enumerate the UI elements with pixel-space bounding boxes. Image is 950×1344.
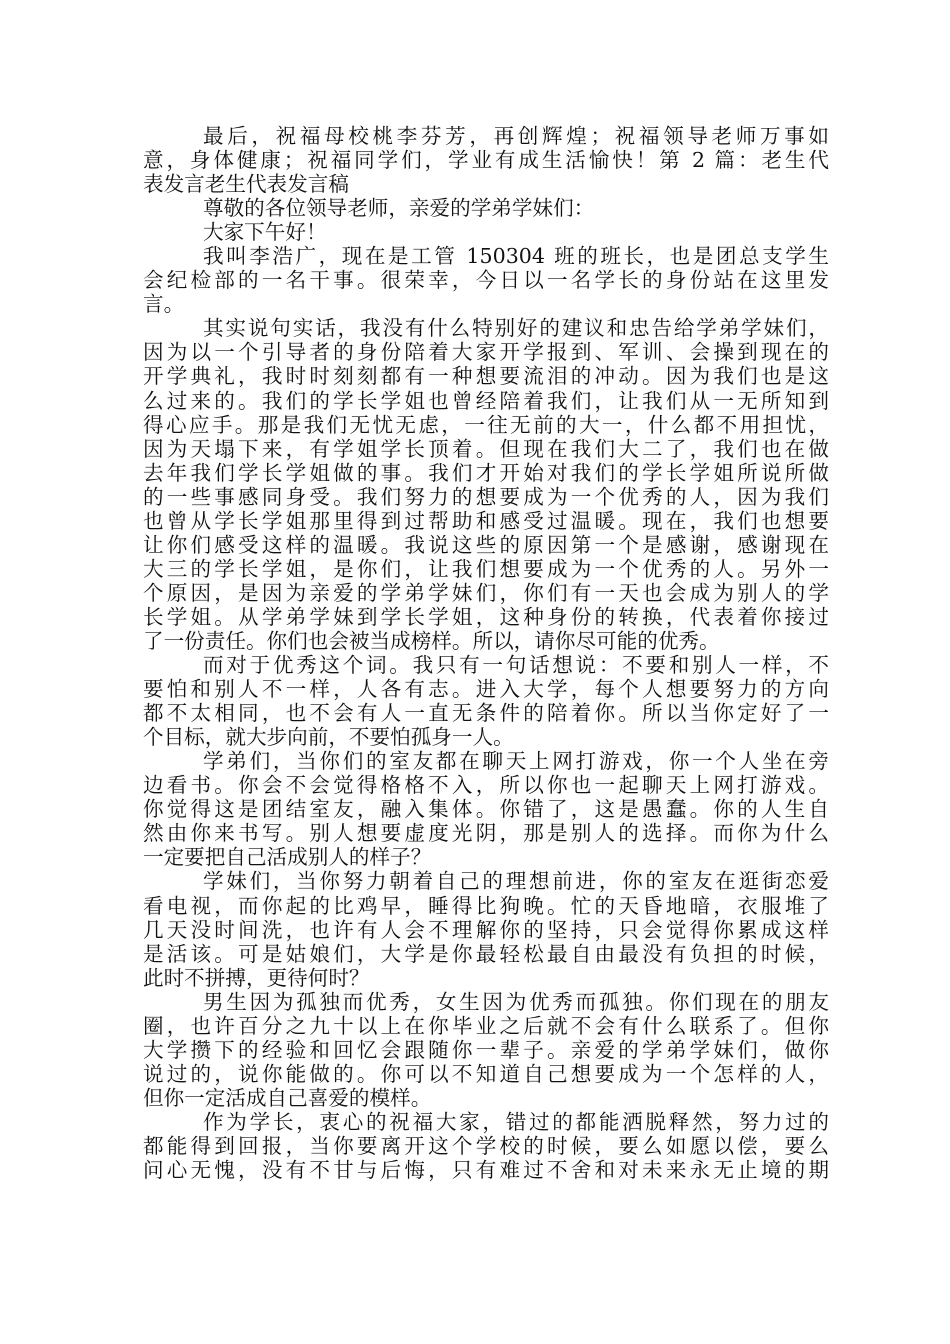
text-line: 会纪检部的一名干事。很荣幸，今日以一名学长的身份站在这里发 (143, 268, 829, 293)
text-line: 学妹们，当你努力朝着自己的理想前进，你的室友在逛街恋爱 (203, 869, 829, 894)
text-line: 看电视，而你起的比鸡早，睡得比狗晚。忙的天昏地暗，衣服堆了 (143, 893, 829, 918)
text-line: 但你一定活成自己喜爱的模样。 (143, 1085, 432, 1110)
text-line: 要怕和别人不一样，人各有志。进入大学，每个人想要努力的方向 (143, 677, 829, 702)
text-line: 然由你来书写。别人想要虚度光阴，那是别人的选择。而你为什么 (143, 821, 829, 846)
text-line: 说过的，说你能做的。你可以不知道自己想要成为一个怎样的人， (143, 1061, 829, 1086)
text-line: 言。 (143, 292, 185, 317)
text-line: 我叫李浩广，现在是工管 150304 班的班长，也是团总支学生 (203, 244, 829, 269)
text-line: 去年我们学长学姐做的事。我们才开始对我们的学长学姐所说所做 (143, 460, 829, 485)
text-line: 个原因，是因为亲爱的学弟学妹们，你们有一天也会成为别人的学 (143, 580, 829, 605)
text-line: 问心无愧，没有不甘与后悔，只有难过不舍和对未来永无止境的期 (143, 1158, 829, 1183)
text-line: 其实说句实话，我没有什么特别好的建议和忠告给学弟学妹们， (203, 316, 829, 341)
text-line: 尊敬的各位领导老师，亲爱的学弟学妹们： (203, 196, 595, 221)
text-line: 而对于优秀这个词。我只有一句话想说：不要和别人一样，不 (203, 653, 829, 678)
text-line: 几天没时间洗，也许有人会不理解你的坚持，只会觉得你累成这样 (143, 917, 829, 942)
text-line: 个目标，就大步向前，不要怕孤身一人。 (143, 725, 514, 750)
text-line: 了一份责任。你们也会被当成榜样。所以，请你尽可能的优秀。 (143, 628, 720, 653)
text-line: 开学典礼，我时时刻刻都有一种想要流泪的冲动。因为我们也是这 (143, 364, 829, 389)
text-line: 此时不拼搏，更待何时？ (143, 965, 370, 990)
text-line: 么过来的。我们的学长学姐也曾经陪着我们，让我们从一无所知到 (143, 388, 829, 413)
text-line: 表发言老生代表发言稿 (143, 172, 349, 197)
text-line: 意，身体健康；祝福同学们，学业有成生活愉快！第 2 篇：老生代 (143, 148, 829, 173)
text-line: 得心应手。那是我们无忧无虑，一往无前的大一，什么都不用担忧， (143, 412, 829, 437)
text-line: 边看书。你会不会觉得格格不入，所以你也一起聊天上网打游戏。 (143, 773, 829, 798)
text-line: 大家下午好！ (203, 220, 327, 245)
text-line: 都能得到回报，当你要离开这个学校的时候，要么如愿以偿，要么 (143, 1133, 829, 1158)
text-line: 大学攒下的经验和回忆会跟随你一辈子。亲爱的学弟学妹们，做你 (143, 1037, 829, 1062)
text-line: 让你们感受这样的温暖。我说这些的原因第一个是感谢，感谢现在 (143, 532, 829, 557)
text-line: 大三的学长学姐，是你们，让我们想要成为一个优秀的人。另外一 (143, 556, 829, 581)
text-line: 是活该。可是姑娘们，大学是你最轻松最自由最没有负担的时候， (143, 941, 829, 966)
text-line: 因为以一个引导者的身份陪着大家开学报到、军训、会操到现在的 (143, 340, 829, 365)
text-line: 作为学长，衷心的祝福大家，错过的都能洒脱释然，努力过的 (203, 1109, 829, 1134)
text-line: 也曾从学长学姐那里得到过帮助和感受过温暖。现在，我们也想要 (143, 508, 829, 533)
text-line: 最后，祝福母校桃李芬芳，再创辉煌；祝福领导老师万事如 (203, 124, 829, 148)
text-line: 圈，也许百分之九十以上在你毕业之后就不会有什么联系了。但你 (143, 1013, 829, 1038)
text-line: 学弟们，当你们的室友都在聊天上网打游戏，你一个人坐在旁 (203, 749, 829, 774)
text-line: 因为天塌下来，有学姐学长顶着。但现在我们大二了，我们也在做 (143, 436, 829, 461)
text-line: 一定要把自己活成别人的样子？ (143, 845, 432, 870)
text-line: 都不太相同，也不会有人一直无条件的陪着你。所以当你定好了一 (143, 701, 829, 726)
text-line: 男生因为孤独而优秀，女生因为优秀而孤独。你们现在的朋友 (203, 989, 829, 1014)
text-line: 长学姐。从学弟学妹到学长学姐，这种身份的转换，代表着你接过 (143, 604, 829, 629)
text-line: 你觉得这是团结室友，融入集体。你错了，这是愚蠢。你的人生自 (143, 797, 829, 822)
document-body (143, 124, 829, 1182)
text-line: 的一些事感同身受。我们努力的想要成为一个优秀的人，因为我们 (143, 484, 829, 509)
